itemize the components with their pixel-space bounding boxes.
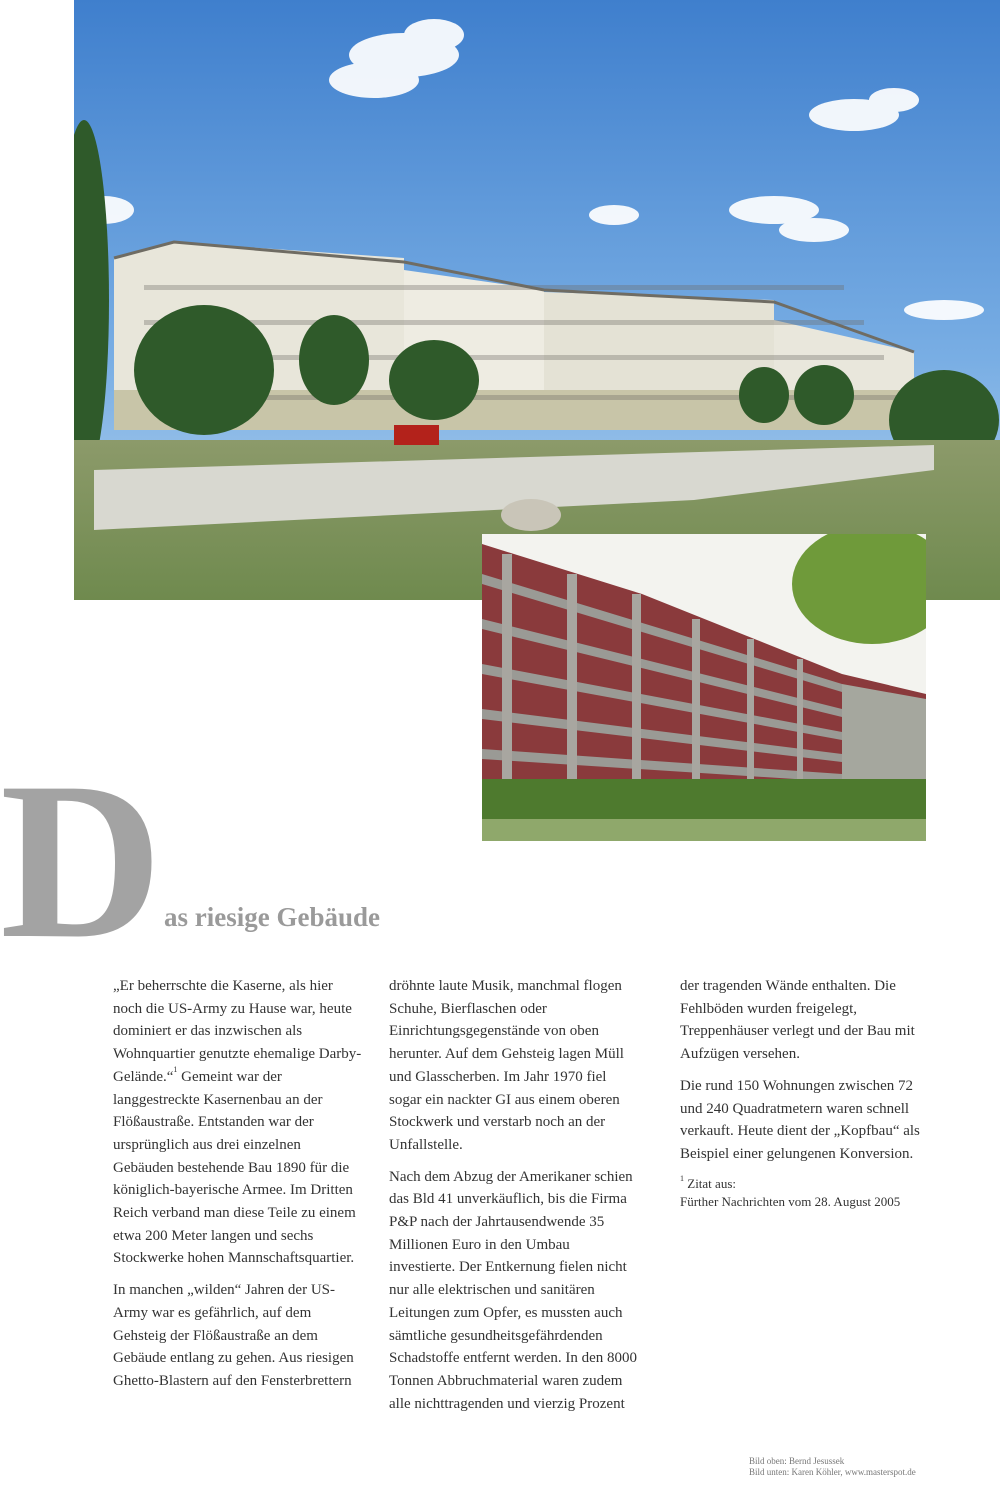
drop-cap-initial: D: [0, 735, 159, 985]
paragraph: „Er beherrschte die Kaserne, als hier noch die US-Army zu Hause war, heute dominiert er das inzwischen als Wohnquartier genutzte ehemalige Darby-Gelände.“$^1$ Gemeint war der langgestreckte Kasernenbau an der Flößaustraße. Entstanden war der ursprünglich aus drei einzelnen Gebäuden bestehende Bau 1890 für die königlich-bayerische Armee. Im Dritten Reich verband man diese Teile zu einem etwa 200 Meter langen und sechs Stockwerke hohen Mannschaftsquartier.: [113, 978, 362, 1267]
footnote-reference: 1: [173, 1064, 178, 1074]
text-column-3: [680, 975, 930, 1211]
text-column-1: [113, 975, 363, 1402]
headline: as riesige Gebäude: [164, 902, 380, 932]
paragraph: Nach dem Abzug der Amerikaner schien das Bld 41 unverkäuflich, bis die Firma P&P nach der Jahrtausendwende 35 Millionen Euro in den Umbau investierte. Der Entkernung fielen nicht nur alle elektrischen und sanitären Leitungen zum Opfer, es mussten auch sämtliche gesundheitsgefährdenden Schadstoffe entfernt werden. In den 8000 Tonnen Abbruchmaterial waren zudem alle nichttragenden und vierzig Prozent: [389, 1168, 637, 1412]
paragraph: der tragenden Wände enthalten. Die Fehlböden wurden freigelegt, Treppenhäuser verlegt und der Bau mit Aufzügen versehen.: [680, 978, 915, 1063]
credit-top: Bild oben: Bernd Jesussek: [749, 1456, 845, 1466]
photo-residential-conversion: [482, 534, 926, 841]
credit-bottom: Bild unten: Karen Köhler, www.masterspot.de: [749, 1467, 916, 1477]
paragraph: dröhnte laute Musik, manchmal flogen Schuhe, Bierflaschen oder Einrichtungsgegenstände von oben herunter. Auf dem Gehsteig lagen Müll und Glasscherben. Im Jahr 1970 fiel sogar ein nackter GI aus einem oberen Stockwerk und verstarb noch an der Unfallstelle.: [389, 978, 624, 1153]
photo-barracks-historic: [74, 0, 1000, 600]
footnote: $^1$ Zitat aus: Fürther Nachrichten vom 28. August 2005: [680, 1173, 901, 1209]
photo-credits: [749, 1456, 916, 1478]
paragraph: In manchen „wilden“ Jahren der US-Army war es gefährlich, auf dem Gehsteig der Flößaustraße an dem Gebäude entlang zu gehen. Aus riesigen Ghetto-Blastern auf den Fensterbrettern: [113, 1282, 354, 1389]
text-column-2: [389, 975, 639, 1424]
paragraph: Die rund 150 Wohnungen zwischen 72 und 240 Quadratmetern waren schnell verkauft. Heute dient der „Kopfbau“ als Beispiel einer gelungenen Konversion.: [680, 1077, 920, 1162]
